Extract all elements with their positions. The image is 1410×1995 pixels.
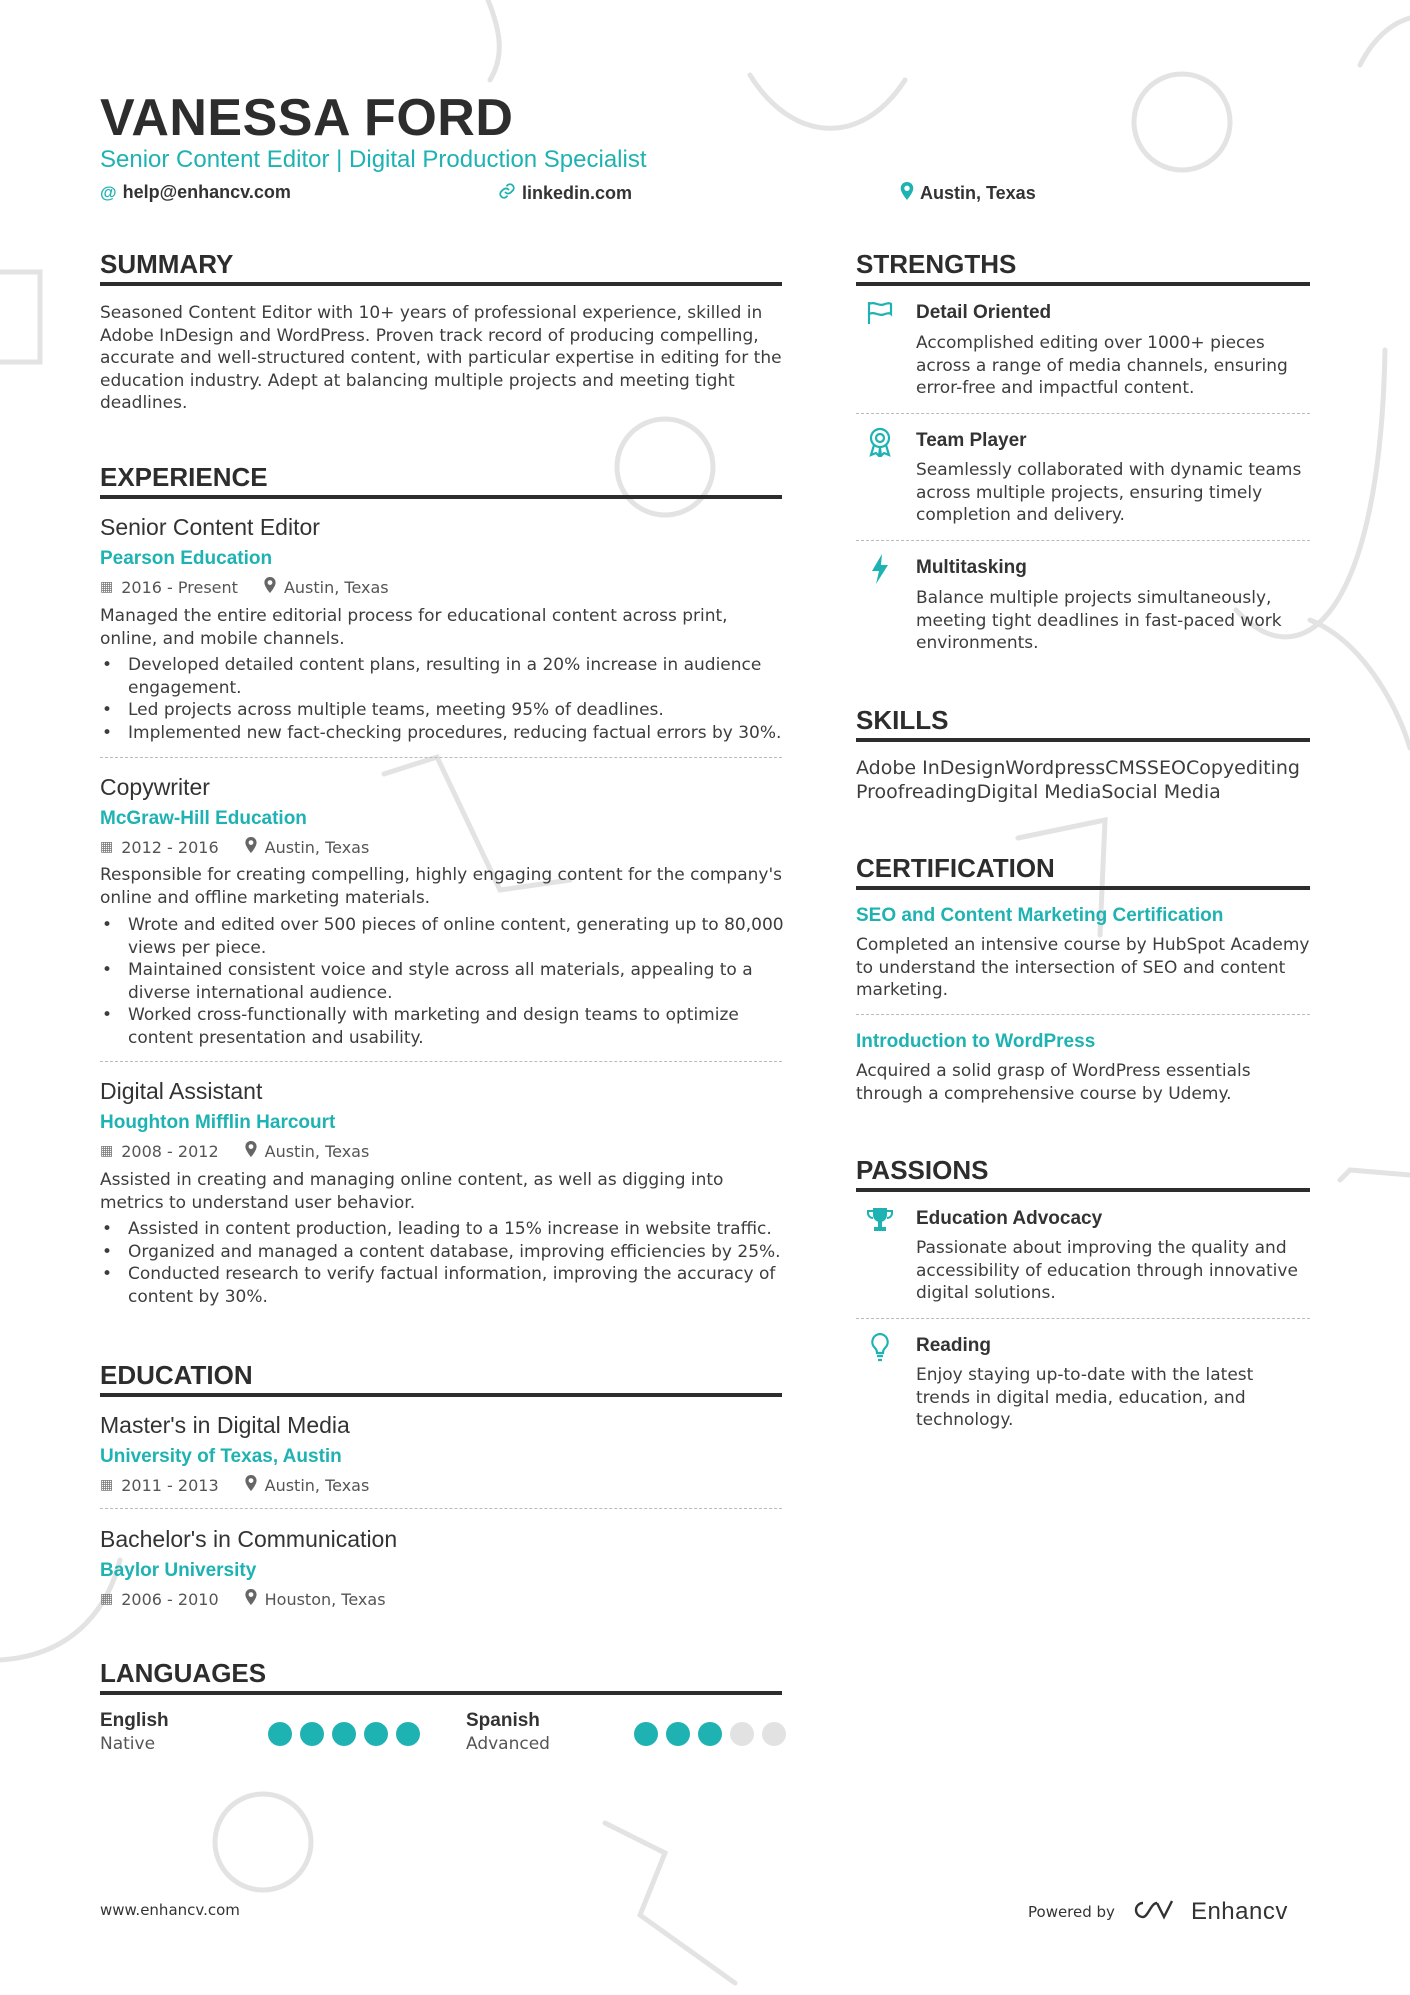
list-item: • Wrote and edited over 500 pieces of online content, generating up to 80,000 views per piece. [100, 914, 790, 959]
job-meta [100, 837, 369, 857]
passion-text: Enjoy staying up-to-date with the latest trends in digital media, education, and technology. [916, 1365, 1254, 1430]
strengths-heading: STRENGTHS [856, 249, 1310, 286]
skills-list [856, 756, 1310, 804]
job-dates: 2008 - 2012 [121, 1141, 219, 1161]
rating-dot-empty [730, 1722, 754, 1746]
location-pin-icon [264, 577, 276, 597]
strength-title: Multitasking [916, 557, 1027, 578]
brand-name: Enhancv [1190, 1898, 1288, 1925]
edu-school: Baylor University [100, 1560, 257, 1581]
link-icon [498, 182, 516, 205]
location-text: Austin, Texas [920, 183, 1036, 203]
edu-meta [100, 1475, 369, 1495]
job-dates: 2016 - Present [121, 577, 238, 597]
job-location: Austin, Texas [264, 1141, 370, 1161]
edu-dates: 2011 - 2013 [121, 1475, 219, 1495]
list-item: • Assisted in content production, leading to a 15% increase in website traffic. [100, 1218, 790, 1241]
list-item: • Implemented new fact-checking procedures, reducing factual errors by 30%. [100, 722, 790, 745]
calendar-icon: ▦ [100, 1591, 114, 1607]
job-role: Senior Content Editor [100, 514, 320, 540]
rating-dot-filled [364, 1722, 388, 1746]
enhancv-logo-icon [1129, 1898, 1177, 1926]
job-role: Copywriter [100, 774, 210, 800]
passions-heading: PASSIONS [856, 1155, 1310, 1192]
language-rating [634, 1722, 786, 1746]
divider [856, 540, 1310, 541]
candidate-title: Senior Content Editor | Digital Production Specialist [100, 146, 647, 173]
list-item: • Organized and managed a content database, improving efficiencies by 25%. [100, 1241, 790, 1264]
skill-item: SEO [1146, 757, 1186, 779]
language-name: Spanish [466, 1710, 540, 1731]
at-icon: @ [100, 182, 117, 202]
job-company: Houghton Mifflin Harcourt [100, 1112, 336, 1133]
education-heading: EDUCATION [100, 1360, 782, 1397]
skill-item: Copyediting [1185, 757, 1300, 779]
edu-location: Houston, Texas [264, 1589, 386, 1609]
edu-school: University of Texas, Austin [100, 1446, 342, 1467]
passion-title: Reading [916, 1335, 991, 1356]
skill-item: Wordpress [1005, 757, 1106, 779]
skill-item: Adobe InDesign [856, 757, 1006, 779]
job-description: Managed the entire editorial process for educational content across print, online, and mobile channels. [100, 606, 728, 649]
calendar-icon: ▦ [100, 1143, 114, 1159]
powered-by-text: Powered by [1028, 1903, 1115, 1921]
cert-title: SEO and Content Marketing Certification [856, 905, 1224, 926]
skill-item: Proofreading [856, 781, 977, 803]
lightbulb-icon [865, 1332, 895, 1368]
email-contact[interactable] [100, 182, 291, 203]
skill-item: CMS [1105, 757, 1147, 779]
divider [100, 757, 782, 758]
passion-title: Education Advocacy [916, 1208, 1103, 1229]
location-pin-icon [245, 837, 257, 857]
rating-dot-filled [666, 1722, 690, 1746]
strength-title: Team Player [916, 430, 1027, 451]
footer-website[interactable]: www.enhancv.com [100, 1901, 240, 1919]
rating-dot-filled [268, 1722, 292, 1746]
divider [100, 1061, 782, 1062]
list-item: • Conducted research to verify factual information, improving the accuracy of content by 30%. [100, 1263, 790, 1308]
language-rating [268, 1722, 420, 1746]
linkedin-text: linkedin.com [522, 183, 633, 203]
location-pin-icon [245, 1475, 257, 1495]
job-location: Austin, Texas [283, 577, 389, 597]
job-description: Responsible for creating compelling, highly engaging content for the company's online and offline marketing materials. [100, 865, 782, 908]
job-meta [100, 1141, 369, 1161]
linkedin-contact[interactable] [498, 182, 632, 205]
language-level: Advanced [466, 1734, 550, 1754]
cert-text: Completed an intensive course by HubSpot Academy to understand the intersection of SEO and content marketing. [856, 935, 1310, 1000]
divider [856, 1014, 1310, 1015]
calendar-icon: ▦ [100, 1477, 114, 1493]
location-contact [900, 182, 1036, 205]
list-item: • Led projects across multiple teams, meeting 95% of deadlines. [100, 699, 790, 722]
calendar-icon: ▦ [100, 579, 114, 595]
job-company: Pearson Education [100, 548, 273, 569]
edu-location: Austin, Texas [264, 1475, 370, 1495]
email-text: help@enhancv.com [122, 182, 291, 202]
edu-dates: 2006 - 2010 [121, 1589, 219, 1609]
rating-dot-filled [634, 1722, 658, 1746]
divider [100, 1508, 782, 1509]
job-bullets [100, 1218, 790, 1308]
divider [856, 413, 1310, 414]
job-company: McGraw-Hill Education [100, 808, 307, 829]
skill-item: Social Media [1101, 781, 1221, 803]
divider [856, 1318, 1310, 1319]
rating-dot-filled [698, 1722, 722, 1746]
flag-icon [865, 300, 895, 332]
passion-text: Passionate about improving the quality and accessibility of education through innovative digital solutions. [916, 1238, 1298, 1303]
rating-dot-filled [300, 1722, 324, 1746]
job-role: Digital Assistant [100, 1078, 263, 1104]
language-name: English [100, 1710, 169, 1731]
cert-text: Acquired a solid grasp of WordPress essentials through a comprehensive course by Udemy. [856, 1061, 1251, 1104]
strength-title: Detail Oriented [916, 302, 1052, 323]
list-item: • Developed detailed content plans, resulting in a 20% increase in audience engagement. [100, 654, 790, 699]
strength-text: Balance multiple projects simultaneously, meeting tight deadlines in fast-paced work environments. [916, 588, 1282, 653]
job-location: Austin, Texas [264, 837, 370, 857]
rating-dot-filled [396, 1722, 420, 1746]
location-pin-icon [245, 1589, 257, 1609]
summary-heading: SUMMARY [100, 249, 782, 286]
strength-text: Seamlessly collaborated with dynamic teams across multiple projects, ensuring timely completion and delivery. [916, 460, 1302, 525]
strength-text: Accomplished editing over 1000+ pieces across a range of media channels, ensuring error-free and impactful content. [916, 333, 1288, 398]
edu-degree: Bachelor's in Communication [100, 1526, 398, 1552]
languages-heading: LANGUAGES [100, 1658, 782, 1695]
job-description: Assisted in creating and managing online content, as well as digging into metrics to understand user behavior. [100, 1170, 724, 1213]
job-meta [100, 577, 389, 597]
footer-branding[interactable] [1028, 1898, 1288, 1926]
cert-title: Introduction to WordPress [856, 1031, 1096, 1052]
location-pin-icon [245, 1141, 257, 1161]
award-icon [865, 427, 895, 463]
location-pin-icon [900, 182, 914, 205]
skills-heading: SKILLS [856, 705, 1310, 742]
edu-meta [100, 1589, 386, 1609]
calendar-icon: ▦ [100, 839, 114, 855]
language-level: Native [100, 1734, 156, 1754]
rating-dot-filled [332, 1722, 356, 1746]
job-dates: 2012 - 2016 [121, 837, 219, 857]
summary-text: Seasoned Content Editor with 10+ years of professional experience, skilled in Adobe InDesign and WordPress. Proven track record of producing compelling, accurate and well-structured content, with particular expertise in editing for the education industry. Adept at balancing multiple projects and meeting tight deadlines. [100, 303, 782, 413]
edu-degree: Master's in Digital Media [100, 1412, 350, 1438]
trophy-icon [865, 1206, 895, 1240]
candidate-name: VANESSA FORD [100, 89, 514, 147]
list-item: • Maintained consistent voice and style across all materials, appealing to a diverse international audience. [100, 959, 790, 1004]
experience-heading: EXPERIENCE [100, 462, 782, 499]
job-bullets [100, 654, 790, 744]
rating-dot-empty [762, 1722, 786, 1746]
lightning-icon [865, 554, 895, 590]
skill-item: Digital Media [976, 781, 1102, 803]
list-item: • Worked cross-functionally with marketing and design teams to optimize content presentation and usability. [100, 1004, 790, 1049]
certification-heading: CERTIFICATION [856, 853, 1310, 890]
job-bullets [100, 914, 790, 1049]
